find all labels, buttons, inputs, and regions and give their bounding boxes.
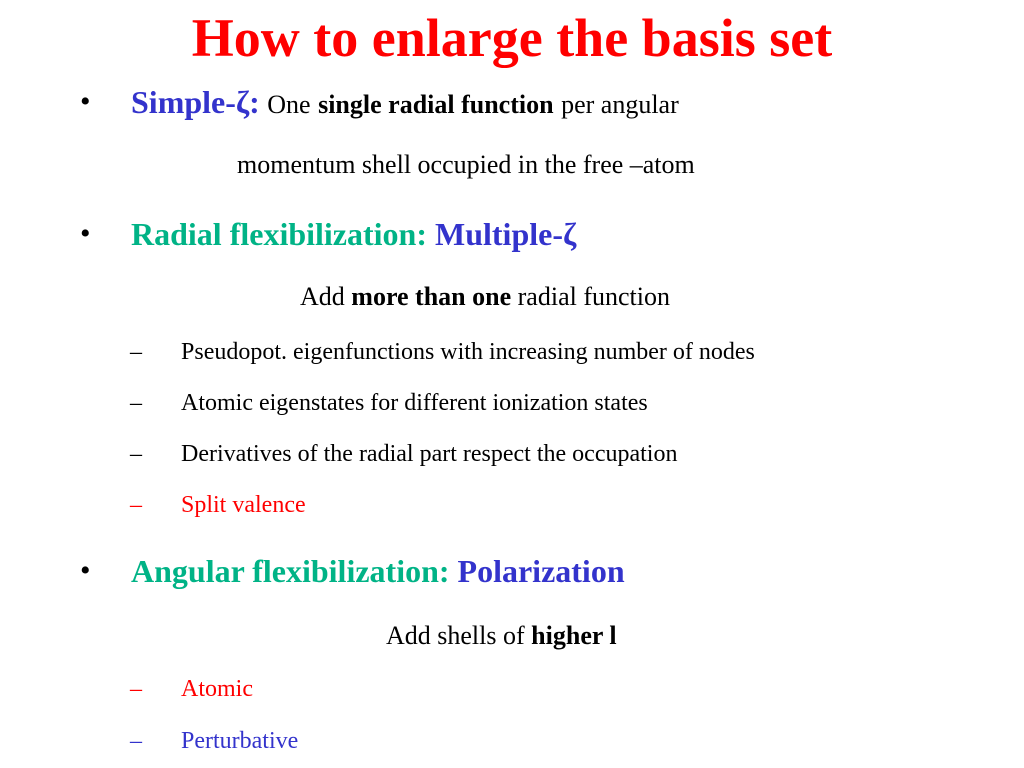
simple-zeta-line xyxy=(131,84,679,123)
dash-glyph: – xyxy=(130,390,142,416)
slide-title: How to enlarge the basis set xyxy=(191,8,833,68)
simple-zeta-label: Simple-ζ: xyxy=(131,84,260,120)
angular-heading-accent: Polarization xyxy=(457,553,625,589)
dash-glyph: – xyxy=(130,441,142,467)
angular-item-perturbative: Perturbative xyxy=(181,728,299,754)
radial-item: Derivatives of the radial part respect the occupation xyxy=(181,441,678,467)
angular-add-bold: higher l xyxy=(531,621,617,650)
angular-heading-label: Angular flexibilization: xyxy=(131,553,450,589)
angular-heading xyxy=(131,553,625,589)
simple-zeta-text-pre: One xyxy=(267,90,311,119)
angular-add-pre: Add shells of xyxy=(386,621,525,650)
simple-zeta-text-post: per angular xyxy=(561,90,679,119)
simple-zeta-line2: momentum shell occupied in the free –atom xyxy=(237,150,695,179)
dash-glyph: – xyxy=(130,676,142,702)
dash-glyph: – xyxy=(130,492,142,518)
bullet-glyph: • xyxy=(80,554,91,587)
angular-item-atomic: Atomic xyxy=(181,676,253,702)
radial-add-line xyxy=(300,280,670,314)
bullet-glyph: • xyxy=(80,217,91,250)
radial-item: Pseudopot. eigenfunctions with increasing number of nodes xyxy=(181,339,755,365)
radial-item: Atomic eigenstates for different ionization states xyxy=(181,390,648,416)
radial-heading-label: Radial flexibilization: xyxy=(131,216,427,252)
angular-add-line xyxy=(386,619,617,653)
radial-add-post: radial function xyxy=(517,282,670,311)
dash-glyph: – xyxy=(130,728,142,754)
bullet-glyph: • xyxy=(80,85,91,118)
dash-glyph: – xyxy=(130,339,142,365)
radial-heading xyxy=(131,216,576,252)
simple-zeta-text-bold: single radial function xyxy=(318,90,554,119)
radial-add-bold: more than one xyxy=(351,282,512,311)
radial-add-pre: Add xyxy=(300,282,345,311)
radial-item-split-valence: Split valence xyxy=(181,492,306,518)
radial-heading-accent: Multiple-ζ xyxy=(435,216,577,252)
